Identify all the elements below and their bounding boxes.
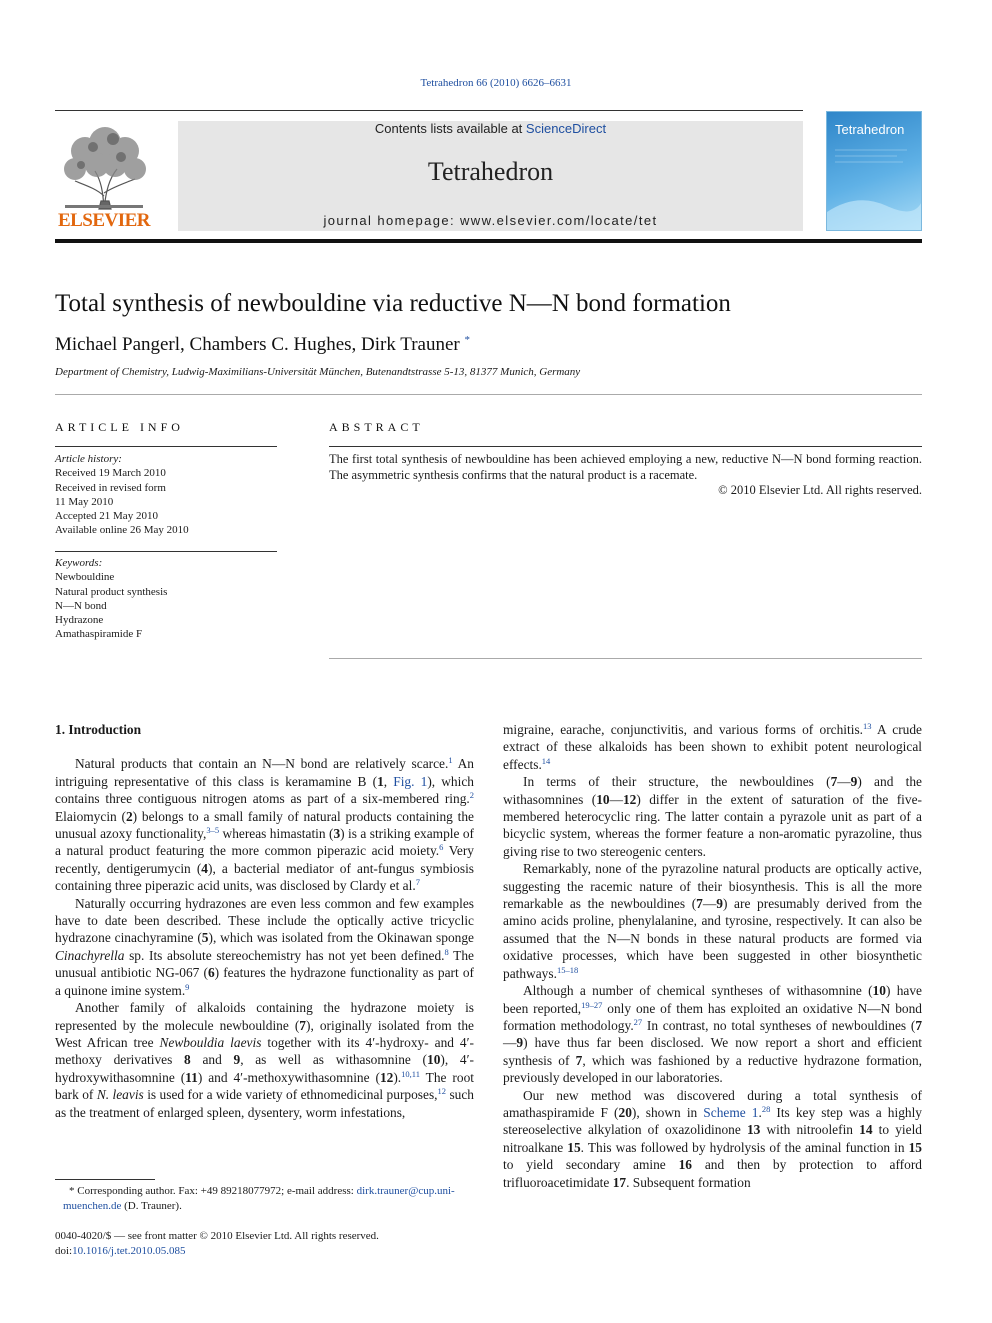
issn-doi-block xyxy=(55,1229,555,1258)
history-item: Received in revised form xyxy=(55,481,166,494)
abstract-heading: ABSTRACT xyxy=(329,420,424,434)
keyword-item: Amathaspiramide F xyxy=(55,628,143,641)
footnote-rule xyxy=(55,1179,155,1180)
header-thick-rule xyxy=(55,239,922,243)
keyword-item: Natural product synthesis xyxy=(55,585,168,598)
sciencedirect-link[interactable]: ScienceDirect xyxy=(525,121,607,136)
journal-name: Tetrahedron xyxy=(427,157,554,186)
journal-citation[interactable]: Tetrahedron 66 (2010) 6626–6631 xyxy=(420,77,572,89)
body-paragraph: migraine, earache, conjunctivitis, and various forms of orchitis.$^{13}$ A crude extract of these alkaloids has been shown to exhibit potent neurological effects.$^{14}$ xyxy=(503,721,923,772)
body-column-right xyxy=(503,721,922,1191)
body-paragraph: Our new method was discovered during a total synthesis of amathaspiramide F (20), shown in Scheme 1.28 Its key step was a highly stereoselective alkylation of oxazolidinone 13 with nitroolefin 14 to yield nitroalkane 15. This was followed by hydrolysis of the aminal function in 15 to yield secondary amine 16 and then by protection to afford trifluoroacetimidate 17. Subsequent formation xyxy=(503,1087,922,1190)
corresponding-author-footnote: * Corresponding author. Fax: +49 89218077972; e-mail address: dirk.trauner@cup.uni-muenchen.de (D. Trauner). xyxy=(63,1185,455,1212)
doi-line xyxy=(55,1244,555,1259)
corresponding-author-mark[interactable]: * xyxy=(464,334,470,346)
history-item: Received 19 March 2010 xyxy=(55,467,166,480)
issn-line: 0040-4020/$ — see front matter © 2010 Elsevier Ltd. All rights reserved. xyxy=(55,1230,379,1242)
journal-cover-thumbnail xyxy=(826,111,922,231)
header-rule xyxy=(55,110,803,111)
body-paragraph: Naturally occurring hydrazones are even less common and few examples have to date been described. These include the optically active tricyclic hydrazone cinachyramine (5), which was isolated from the Okinawan sponge Cinachyrella sp. Its absolute stereochemistry has not yet been defined.$^8$ The unusual antibiotic NG-067 (6) features the hydrazone functionality as part of a quinone imine system.$^9$ xyxy=(55,895,474,998)
publisher-name: ELSEVIER xyxy=(57,210,151,231)
journal-homepage[interactable]: journal homepage: www.elsevier.com/locate/tet xyxy=(323,213,658,228)
cover-title: Tetrahedron xyxy=(835,122,905,137)
history-item: 11 May 2010 xyxy=(55,495,114,508)
keyword-item: Hydrazone xyxy=(55,614,104,627)
body-column-left xyxy=(55,721,474,1121)
info-rule-mid xyxy=(55,551,277,552)
affiliation-rule xyxy=(55,394,922,395)
affiliation: Department of Chemistry, Ludwig-Maximilians-Universität München, Butenandtstrasse 5-13, 81377 Munich, Germany xyxy=(55,366,581,378)
contents-line xyxy=(178,121,803,136)
journal-header-box xyxy=(178,121,803,231)
history-item: Available online 26 May 2010 xyxy=(55,524,189,537)
abstract-text: The first total synthesis of newbouldine has been achieved employing a new, reductive N—N bond forming reaction. The asymmetric synthesis confirms that the natural product is a racemate. xyxy=(329,452,922,482)
author-list xyxy=(55,334,925,356)
abstract-rule-top xyxy=(329,446,922,447)
info-rule-top xyxy=(55,446,277,447)
body-paragraph: In terms of their structure, the newbouldines (7—9) and the withasomnines (10—12) differ in the extent of saturation of the five-membered heterocyclic ring. The latter contain a pyrazole unit as part of a bicyclic system, whereas the former feature a non-aromatic pyrazoline, thus giving rise to two stereogenic centers. xyxy=(503,774,922,859)
section-heading: 1. Introduction xyxy=(55,722,142,737)
authors-text: Michael Pangerl, Chambers C. Hughes, Dirk Trauner xyxy=(55,334,460,355)
keyword-item: Newbouldine xyxy=(55,571,115,584)
body-paragraph: Natural products that contain an N—N bond are relatively scarce.$^1$ An intriguing representative of this class is keramamine B (1, Fig. 1), which contains three contiguous nitrogen atoms as part of a six-membered ring.$^2$ Elaiomycin (2) belongs to a small family of natural products containing the unusual azoxy functionality,$^{3-5}$ whereas himastatin (3) is a striking example of a natural product featuring the more common piperazic acid moiety.$^6$ Very recently, dentigerumycin (4), a bacterial mediator of ant-fungus symbiosis containing three piperazic acid units, was disclosed by Clardy et al.$^7$ xyxy=(55,755,474,894)
keyword-item: N—N bond xyxy=(55,599,107,612)
history-label: Article history: xyxy=(55,453,122,465)
keywords-label: Keywords: xyxy=(55,557,103,569)
body-paragraph: Although a number of chemical syntheses of withasomnine (10) have been reported,$^{19-27}$ only one of them has exploited an oxidative N—N bond formation methodology.$^{27}$ In contrast, no total syntheses of newbouldines (7—9) have thus far been disclosed. We now report a short and efficient synthesis of 7, which was fashioned by a reductive hydrazone formation, previously developed in our laboratories. xyxy=(503,983,923,1086)
contents-prefix: Contents lists available at xyxy=(374,121,526,136)
history-item: Accepted 21 May 2010 xyxy=(55,510,158,523)
body-paragraph: Another family of alkaloids containing the hydrazone moiety is represented by the molecule newbouldine (7), originally isolated from the West African tree Newbouldia laevis together with its 4′-hydroxy- and 4′-methoxy derivatives 8 and 9, as well as withasomnine (10), 4′-hydroxywithasomnine (11) and 4′-methoxywithasomnine (12).$^{10,11}$ The root bark of N. leavis is used for a wide variety of ethnomedicinal purposes,$^{12}$ such as the treatment of enlarged spleen, dysentery, worm infestations, xyxy=(55,1000,475,1120)
keywords xyxy=(55,556,277,642)
cover-decoration-icon xyxy=(827,142,922,231)
doi-link[interactable]: 10.1016/j.tet.2010.05.085 xyxy=(72,1244,186,1257)
doi-prefix: doi: xyxy=(55,1244,73,1257)
article-history xyxy=(55,452,277,538)
abstract-rule-bottom xyxy=(329,658,922,659)
abstract-copyright: © 2010 Elsevier Ltd. All rights reserved. xyxy=(718,483,922,497)
article-title: Total synthesis of newbouldine via reductive N—N bond formation xyxy=(55,290,731,317)
article-info-heading: ARTICLE INFO xyxy=(55,420,184,434)
body-paragraph: Remarkably, none of the pyrazoline natural products are optically active, suggesting the racemic nature of their biosynthesis. This is all the more remarkable as the newbouldines (7—9) are presumably derived from the amino acids proline, phenylalanine, and tyrosine, respectively. It can also be assumed that the N—N bonds in these natural products are formed via oxidative processes, which have been suggested in other biosynthetic pathways.$^{15-18}$ xyxy=(503,861,922,981)
